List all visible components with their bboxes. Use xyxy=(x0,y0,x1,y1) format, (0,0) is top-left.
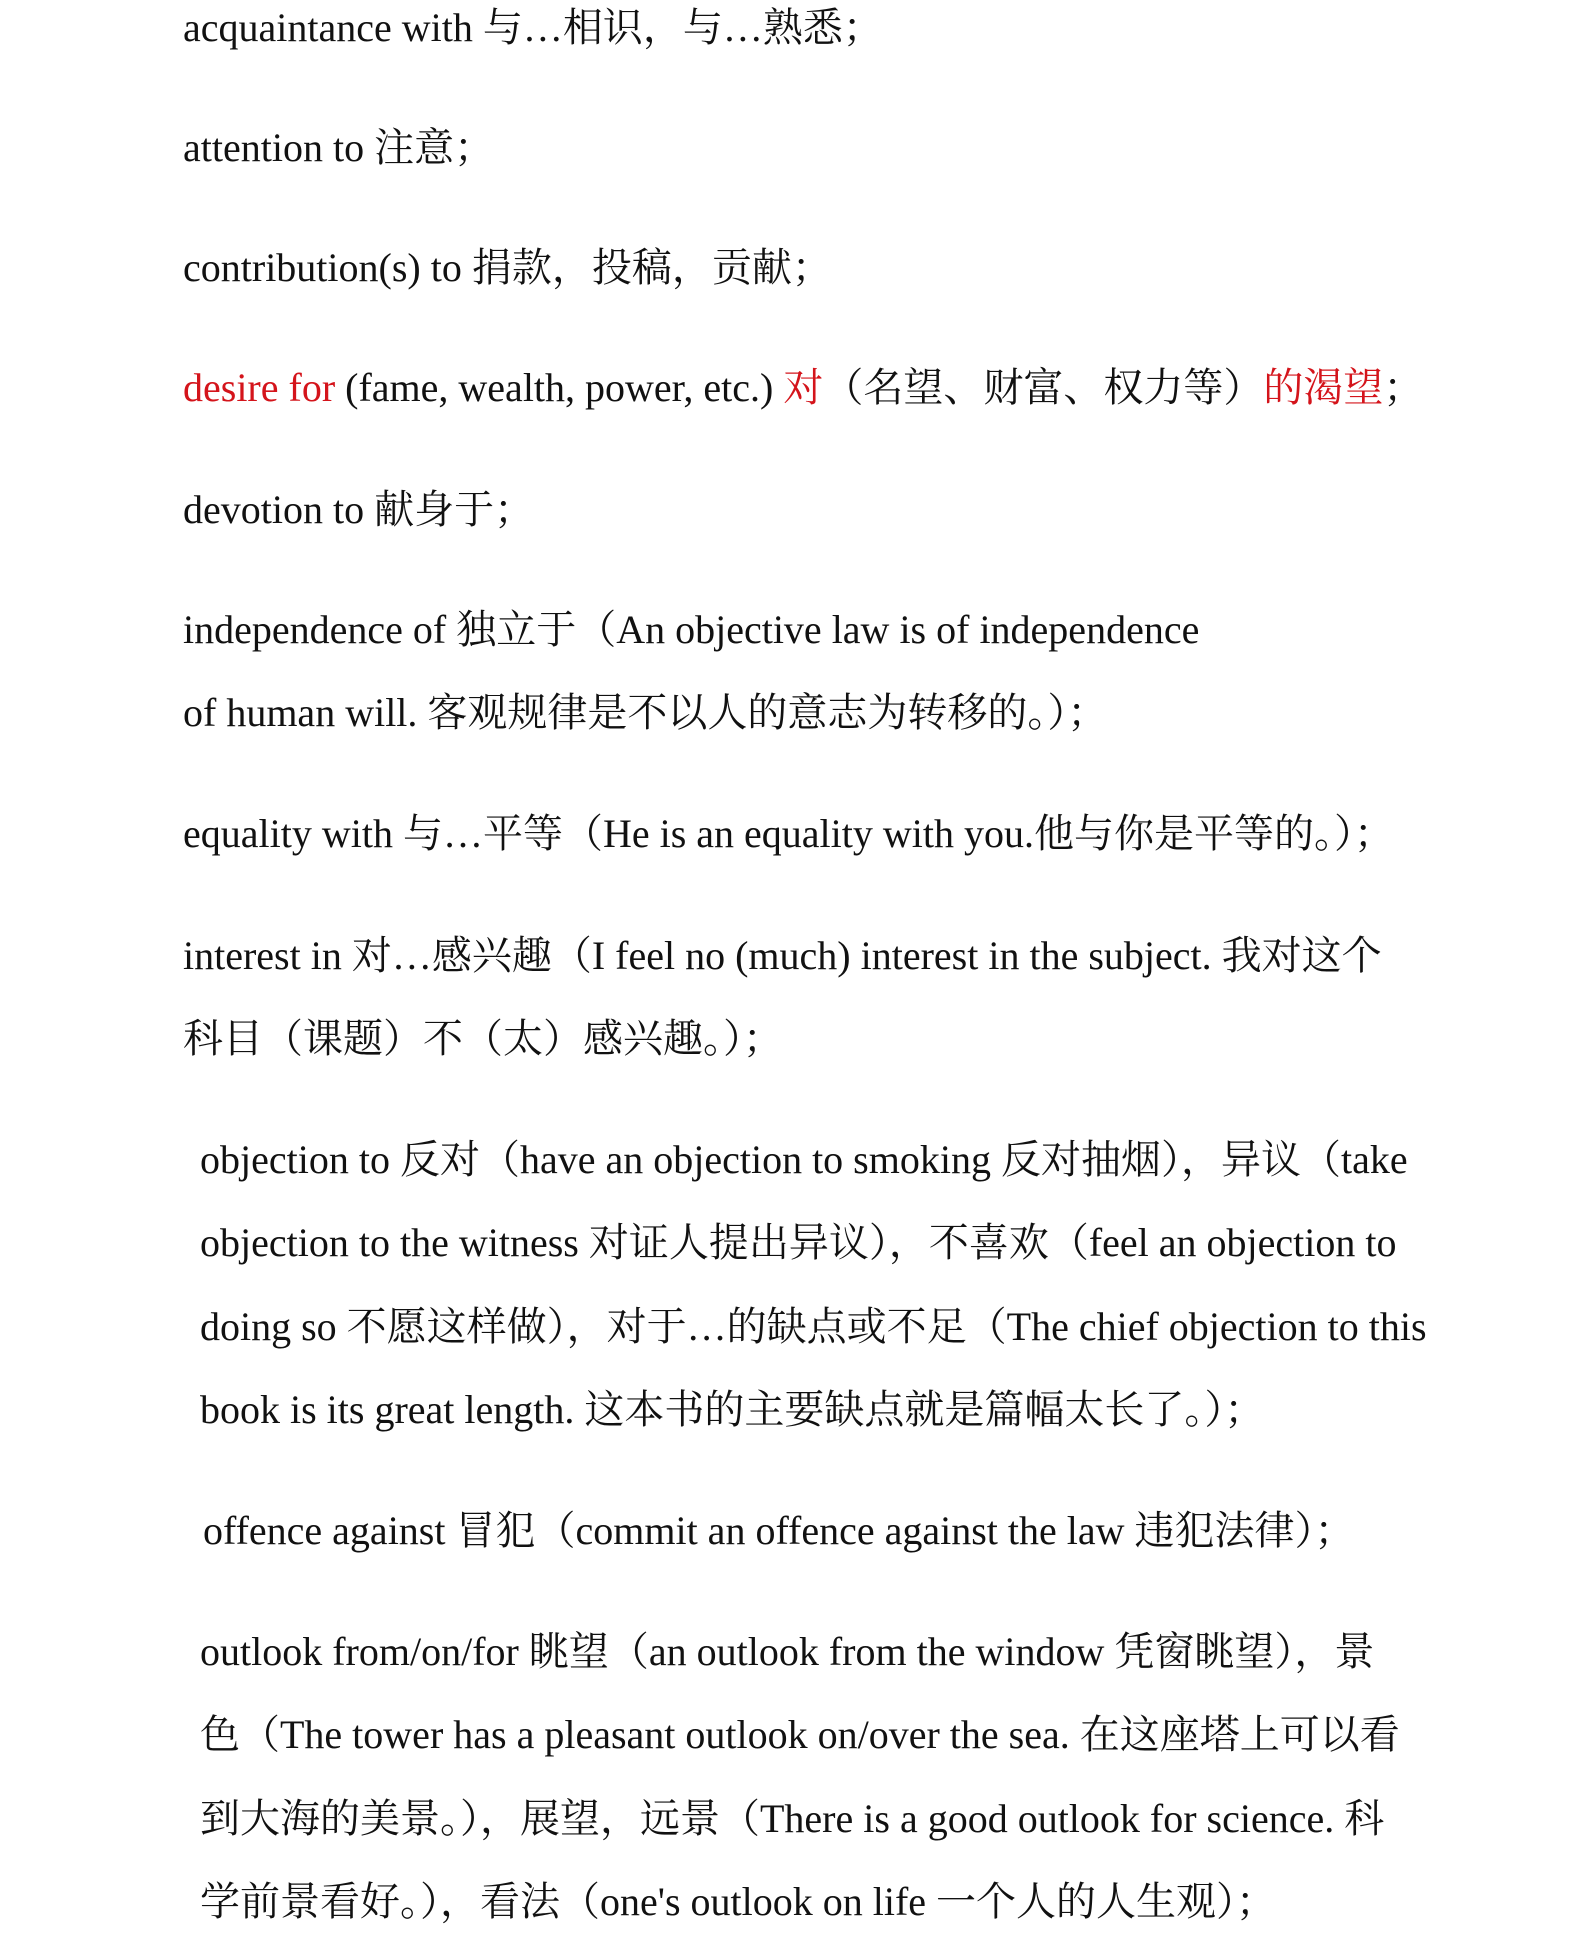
entry-objection-line-2: objection to the witness 对证人提出异议），不喜欢（feel an objection to xyxy=(200,1220,1397,1265)
entry-equality: equality with 与…平等（He is an equality with you.他与你是平等的。）； xyxy=(183,811,1394,856)
entry-outlook-line-3: 到大海的美景。），展望，远景（There is a good outlook for science. 科 xyxy=(200,1796,1385,1841)
entry-independence-line-1: independence of 独立于（An objective law is of independence xyxy=(183,607,1200,652)
entry-outlook-line-2: 色（The tower has a pleasant outlook on/over the sea. 在这座塔上可以看 xyxy=(200,1712,1400,1757)
entry-independence-line-2: of human will. 客观规律是不以人的意志为转移的。）； xyxy=(183,690,1108,735)
entry-contribution: contribution(s) to 捐款，投稿，贡献； xyxy=(183,245,832,290)
desire-gloss-middle: （名望、财富、权力等） xyxy=(823,365,1264,410)
entry-interest-line-2: 科目（课题）不（太）感兴趣。）； xyxy=(183,1016,783,1061)
entry-objection-line-4: book is its great length. 这本书的主要缺点就是篇幅太长了。）； xyxy=(200,1387,1265,1432)
entry-interest-line-1: interest in 对…感兴趣（I feel no (much) interest in the subject. 我对这个 xyxy=(183,933,1382,978)
desire-terminator: ； xyxy=(1383,365,1424,410)
entry-acquaintance: acquaintance with 与…相识，与…熟悉； xyxy=(183,5,883,50)
entry-attention: attention to 注意； xyxy=(183,125,495,170)
entry-offence: offence against 冒犯（commit an offence against the law 违犯法律）； xyxy=(203,1508,1355,1553)
desire-term: desire for xyxy=(183,365,336,410)
entry-desire xyxy=(183,364,1423,412)
desire-gloss-end: 的渴望 xyxy=(1263,365,1384,410)
desire-gloss-start: 对 xyxy=(783,365,824,410)
entry-outlook-line-1: outlook from/on/for 眺望（an outlook from the window 凭窗眺望），景 xyxy=(200,1629,1375,1674)
entry-objection-line-3: doing so 不愿这样做），对于…的缺点或不足（The chief objection to this xyxy=(200,1304,1427,1349)
entry-devotion: devotion to 献身于； xyxy=(183,487,535,532)
desire-examples: (fame, wealth, power, etc.) xyxy=(335,365,784,410)
entry-objection-line-1: objection to 反对（have an objection to smoking 反对抽烟），异议（take xyxy=(200,1137,1408,1182)
entry-outlook-line-4: 学前景看好。），看法（one's outlook on life 一个人的人生观）； xyxy=(200,1879,1277,1924)
